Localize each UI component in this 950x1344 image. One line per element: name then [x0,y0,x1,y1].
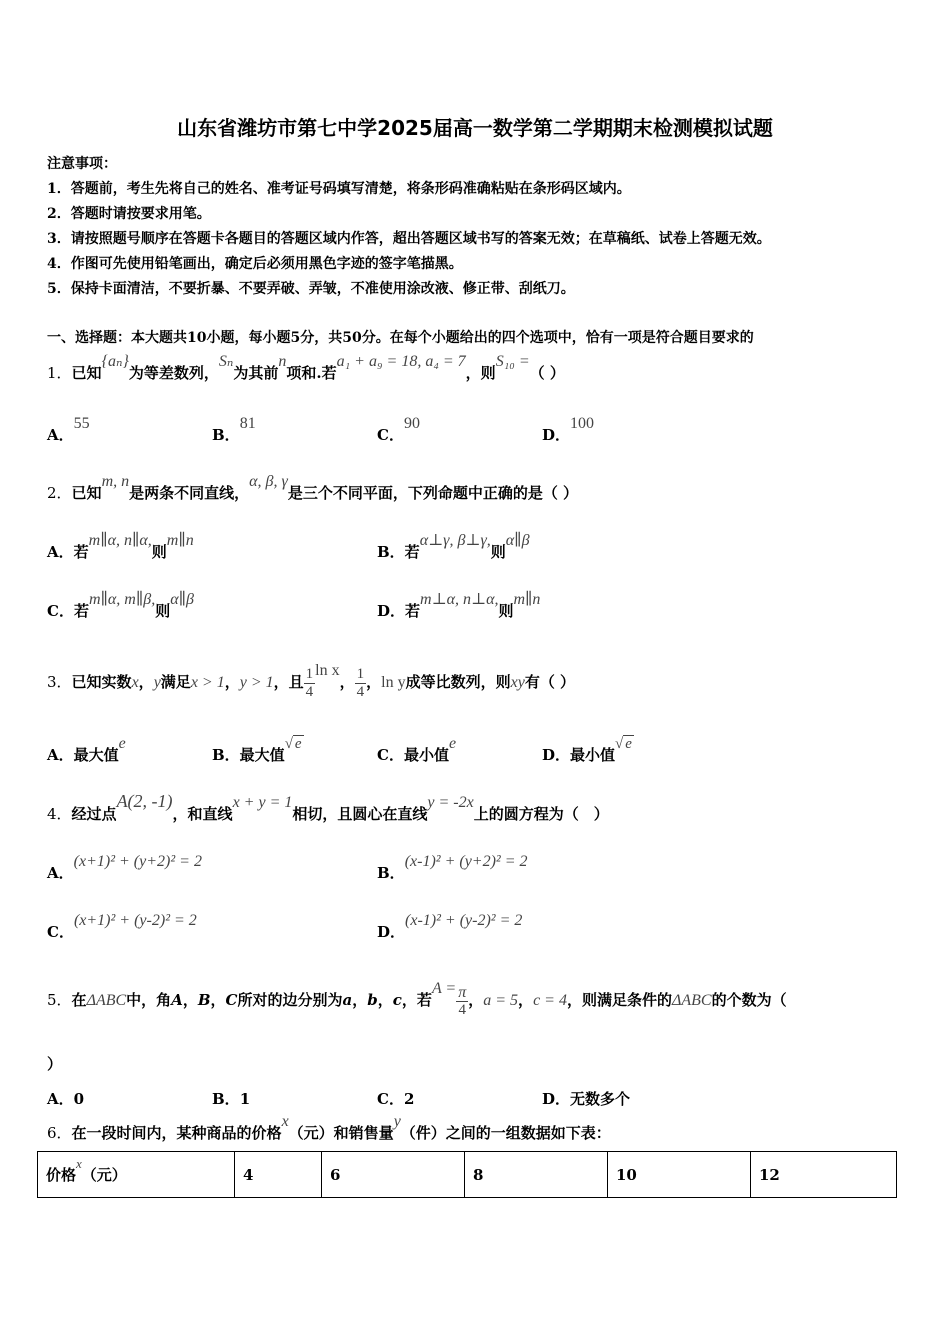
math-x: x [76,1156,82,1171]
side-b: b [367,991,378,1009]
math-y: y [393,1113,401,1130]
math-line2: y = -2x [427,794,474,811]
question-number: 6． [47,1124,72,1142]
math-x: x [131,674,139,691]
q2-option-d[interactable] [377,591,541,621]
q-text: 已知 [71,484,102,502]
question-5-cont: ） [47,1055,63,1073]
numerator: 1 [356,665,365,682]
math-cond-x: x > 1 [190,674,225,691]
math-a-eq: A = [431,980,457,997]
q-text: ，则满足条件的 [566,991,672,1009]
math-point: A(2, -1) [116,791,173,811]
question-number: 4． [47,805,72,823]
q1-option-b[interactable] [212,415,256,445]
option-result: m∥n [513,591,541,608]
math-n: n [278,353,287,370]
option-label: B．最大值 [212,746,285,764]
option-label: A． [47,1090,74,1108]
q3-option-b[interactable] [212,736,304,765]
q-text: ， [518,991,534,1009]
option-condition: m∥α, n∥α, [88,532,152,549]
math-line: x + y = 1 [232,794,293,811]
q-text: 的个数为（ [711,991,787,1009]
q-text: （元）和销售量 [288,1124,394,1142]
q-text: ， [377,991,393,1009]
q1-option-d[interactable] [542,415,595,445]
q1-option-c[interactable] [377,415,420,445]
q-text: （ ） [529,364,565,382]
q-text: 是三个不同平面，下列命题中正确的是（ ） [287,484,579,502]
question-3 [47,664,575,701]
notice-item-4: 4．作图可先使用铅笔画出，确定后必须用黑色字迹的签字笔描黑。 [47,256,463,272]
sqrt-symbol: √ e [615,736,632,752]
header-unit: （元） [81,1166,127,1184]
q-text: ，和直线 [172,805,233,823]
option-result: m∥n [166,532,194,549]
question-1 [47,353,565,383]
option-value: 1 [239,1090,251,1108]
q-text: 为其前 [233,364,279,382]
option-value: e [118,735,126,752]
option-label: D．若 [377,602,421,620]
q-text: 项和.若 [286,364,337,382]
q-text: 成等比数列，则 [405,673,511,691]
question-number: 1． [47,364,72,382]
option-result: α∥β [170,591,194,608]
data-table [37,1151,897,1198]
option-label: D． [377,923,406,941]
option-label: A． [47,864,74,882]
option-label: A．若 [47,543,89,561]
q3-option-d[interactable] [542,736,634,765]
option-label: D．最小值 [542,746,616,764]
option-value: (x-1)² + (y-2)² = 2 [405,912,523,929]
q2-option-b[interactable] [377,532,530,562]
math-planes: α, β, γ [249,473,288,490]
q-text: 满足 [160,673,191,691]
option-condition: α⊥γ, β⊥γ, [419,532,491,549]
option-label: B． [377,864,405,882]
option-label: D． [542,1090,571,1108]
math-seq: {aₙ} [101,353,129,370]
q3-option-a[interactable] [47,735,126,765]
option-label: C． [47,923,74,941]
fraction [456,984,468,1019]
question-2 [47,473,579,503]
q-text: 相切，且圆心在直线 [292,805,428,823]
denominator: 4 [458,1001,466,1018]
q-text: ， [182,991,198,1009]
q-text: ，且 [273,673,304,691]
numerator: 1 [305,665,314,682]
q-text: 在一段时间内，某种商品的价格 [71,1124,282,1142]
math-y: y [153,674,161,691]
option-label: A．最大值 [47,746,119,764]
notice-item-3: 3．请按照题号顺序在答题卡各题目的答题区域内作答，超出答题区域书写的答案无效；在草稿纸、试卷上答题无效。 [47,231,771,247]
table-row [38,1152,897,1198]
math-side-c: c = 4 [533,992,567,1009]
question-number: 3． [47,673,72,691]
option-label: C． [377,1090,404,1108]
q-text: 中，角 [126,991,172,1009]
option-condition: m∥α, m∥β, [88,591,156,608]
option-value: e [625,736,632,752]
q-text: ， [224,673,240,691]
angle-b: B [197,991,211,1009]
option-value: (x+1)² + (y+2)² = 2 [73,853,202,870]
fraction [304,666,316,701]
question-5 [47,982,787,1019]
q2-option-c[interactable] [47,591,194,621]
table-header-cell [38,1152,235,1198]
angle-a: A [171,991,183,1009]
option-value: 0 [73,1090,85,1108]
option-value: e [294,736,302,752]
q-text: 在 [71,991,87,1009]
q4-option-c[interactable] [47,912,197,942]
q-text: 已知实数 [71,673,132,691]
option-label: B．若 [377,543,420,561]
math-s10: S₁₀ = [495,353,530,370]
option-label: C． [377,426,404,444]
q-text: ，则 [465,364,496,382]
q-text: ， [138,673,154,691]
header-label: 价格 [46,1166,77,1184]
q-text: 为等差数列， [128,364,219,382]
angle-c: C [225,991,238,1009]
table-cell: 12 [751,1152,897,1198]
option-then: 则 [498,602,514,620]
option-label: C．若 [47,602,89,620]
math-side-a: a = 5 [483,992,519,1009]
q-text: 上的圆方程为（ ） [473,805,609,823]
notice-heading: 注意事项： [47,156,117,172]
option-label: A． [47,426,74,444]
notice-item-1: 1．答题前，考生先将自己的姓名、准考证号码填写清楚，将条形码准确粘贴在条形码区域内。 [47,181,631,197]
numerator: π [458,983,467,1001]
option-label: B． [212,1090,240,1108]
q-text: 有（ ） [524,673,576,691]
math-triangle: ΔABC [86,992,127,1009]
option-value: (x+1)² + (y-2)² = 2 [73,912,197,929]
fraction [355,666,367,701]
option-label: C．最小值 [377,746,449,764]
math-lnx: ln x [315,662,340,679]
question-6 [47,1113,611,1143]
q-text: ， [339,673,355,691]
q-text: ， [210,991,226,1009]
q-text: ， [352,991,368,1009]
q-text: ，若 [401,991,432,1009]
q-text: ， [468,991,484,1009]
notice-item-2: 2．答题时请按要求用笔。 [47,206,211,222]
table-cell: 10 [608,1152,751,1198]
notice-item-5: 5．保持卡面清洁，不要折暴、不要弄破、弄皱，不准使用涂改液、修正带、刮纸刀。 [47,281,575,297]
q5-option-c[interactable] [377,1088,414,1109]
table-cell: 8 [465,1152,608,1198]
q4-option-b[interactable] [377,853,528,883]
option-value: 90 [403,415,420,432]
option-value: 81 [239,415,256,432]
q1-option-a[interactable] [47,415,90,445]
option-then: 则 [151,543,167,561]
math-condition: a₁ + a₉ = 18, a₄ = 7 [336,353,466,370]
question-4 [47,791,609,824]
section-heading: 一、选择题：本大题共10小题，每小题5分，共50分。在每个小题给出的四个选项中，恰有一项是符合题目要求的 [47,330,754,346]
q5-option-d[interactable] [542,1088,630,1109]
question-number: 2． [47,484,72,502]
option-label: D． [542,426,571,444]
denominator: 4 [305,683,314,700]
q-text: ， [366,673,382,691]
q-text: 已知 [71,364,102,382]
option-label: B． [212,426,240,444]
q3-option-c[interactable] [377,735,457,765]
option-value: 55 [73,415,90,432]
math-x: x [281,1113,289,1130]
option-result: α∥β [505,532,530,549]
page-title: 山东省潍坊市第七中学2025届高一数学第二学期期末检测模拟试题 [177,116,773,140]
math-lny: ln y [381,674,406,691]
side-c: c [392,991,402,1009]
option-value: (x-1)² + (y+2)² = 2 [404,853,528,870]
math-lines: m, n [101,473,130,490]
q5-option-b[interactable] [212,1088,250,1109]
q-text: 经过点 [71,805,117,823]
option-value: e [448,735,457,752]
q-text: 是两条不同直线， [129,484,250,502]
option-value: 2 [403,1090,415,1108]
table-cell: 6 [322,1152,465,1198]
math-sum: Sₙ [218,353,234,370]
option-condition: m⊥α, n⊥α, [420,591,499,608]
side-a: a [342,991,353,1009]
q4-option-a[interactable] [47,853,202,883]
table-cell: 4 [235,1152,322,1198]
option-value: 无数多个 [570,1090,631,1108]
q-text: 所对的边分别为 [237,991,343,1009]
option-then: 则 [155,602,171,620]
q-text: （件）之间的一组数据如下表： [400,1124,611,1142]
denominator: 4 [356,683,365,700]
math-cond-y: y > 1 [239,674,274,691]
q5-option-a[interactable] [47,1088,84,1109]
question-number: 5． [47,991,72,1009]
q4-option-d[interactable] [377,912,523,942]
math-triangle: ΔABC [671,992,712,1009]
option-then: 则 [490,543,506,561]
q2-option-a[interactable] [47,532,194,562]
option-value: 100 [570,415,595,432]
sqrt-symbol: √ e [284,736,302,752]
math-xy: xy [510,674,525,691]
